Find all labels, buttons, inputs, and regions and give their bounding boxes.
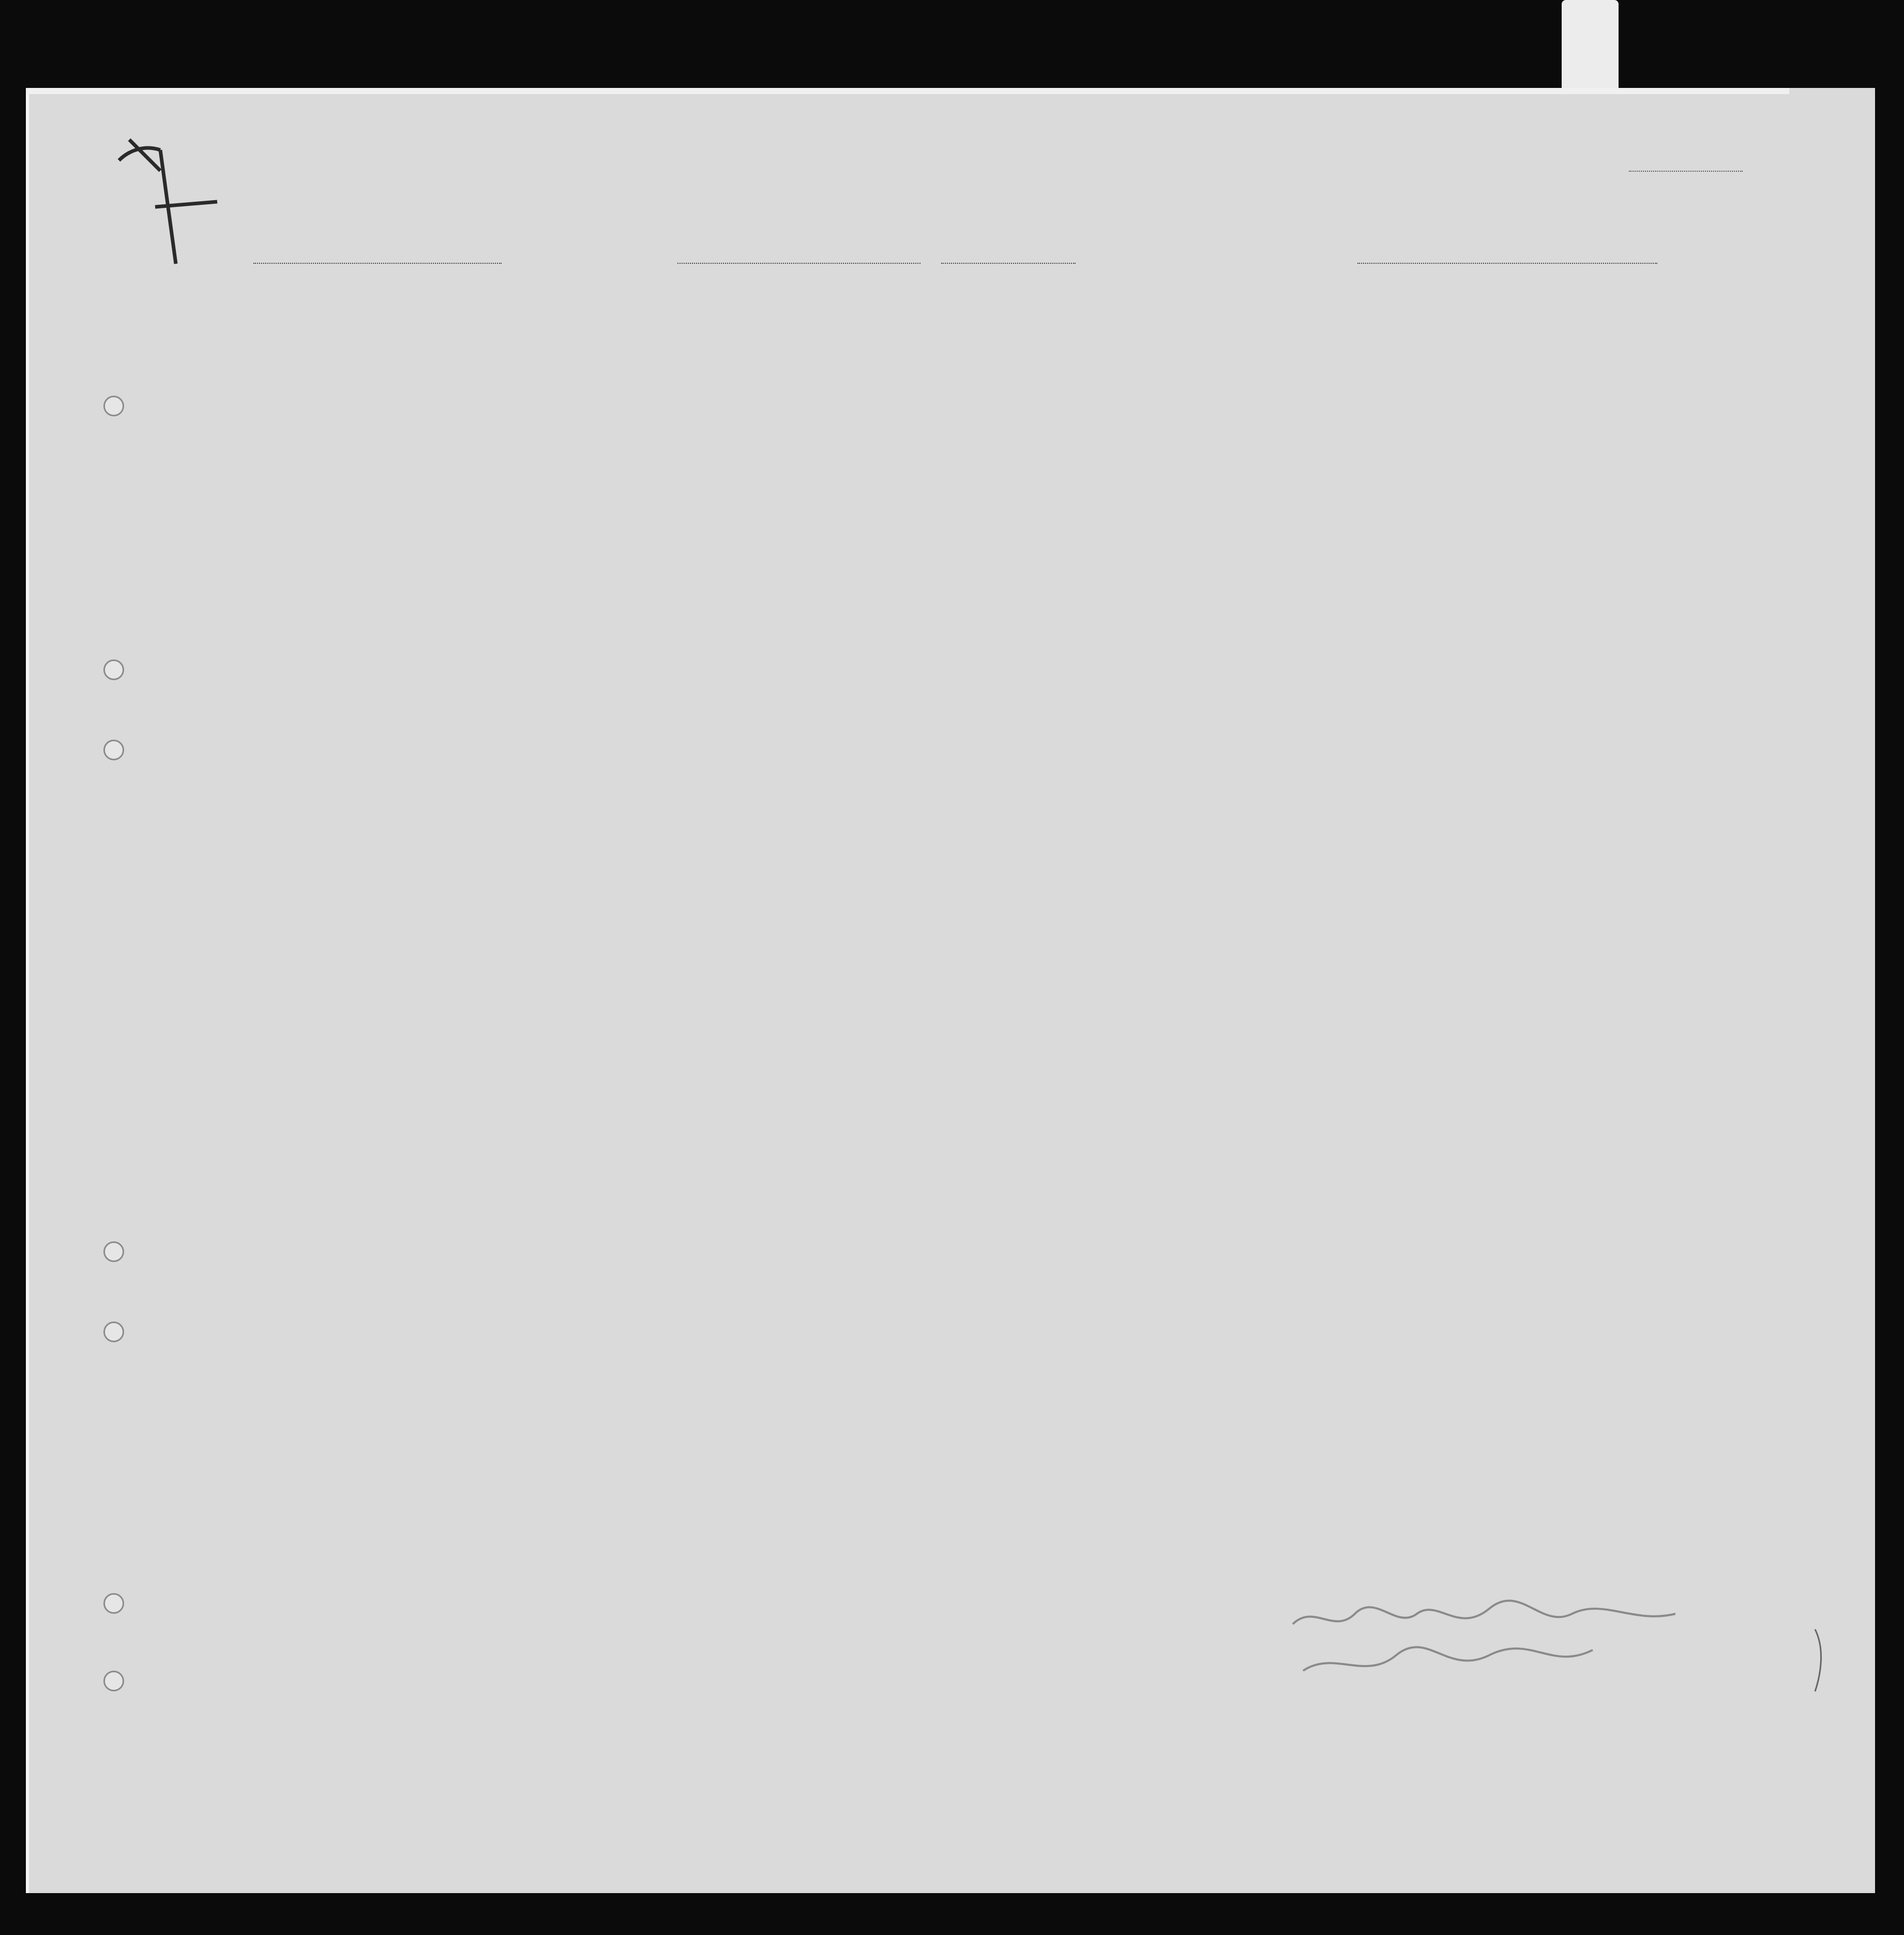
inspector-signature <box>1282 1593 1851 1697</box>
